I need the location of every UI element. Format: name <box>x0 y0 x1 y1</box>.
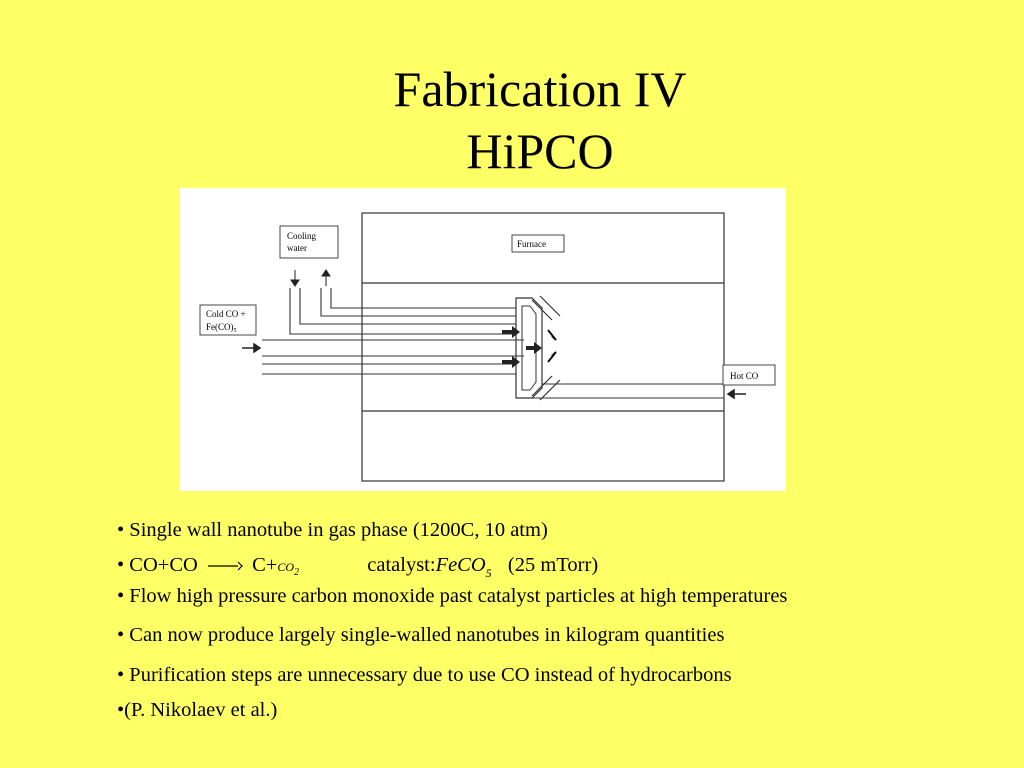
cooling-tube-outer-2 <box>300 288 516 324</box>
cooling-tube-inner-2 <box>331 288 516 308</box>
furnace-box <box>362 213 724 481</box>
cooling-out-arrow <box>322 270 330 286</box>
bullet-gas-phase: • Single wall nanotube in gas phase (1200C, 10 atm) <box>117 519 548 541</box>
cold-co-label-1: Cold CO + <box>206 309 246 319</box>
co2-formula: $CO_2$ <box>277 560 299 578</box>
nozzle-arrow-upper <box>548 330 556 340</box>
bullet-purification: • Purification steps are unnecessary due to use CO instead of hydrocarbons <box>117 664 732 686</box>
cooling-in-arrow <box>291 270 299 286</box>
reaction-reactants: • CO+CO <box>117 554 198 576</box>
bullet-kilogram: • Can now produce largely single-walled nanotubes in kilogram quantities <box>117 624 725 646</box>
cold-co-label-2: $Fe(CO)_5$ <box>206 322 237 334</box>
flow-arrow-lower <box>502 356 520 368</box>
reaction-arrow-icon <box>207 559 243 573</box>
bullet-flow: • Flow high pressure carbon monoxide past catalyst particles at high temperatures <box>117 585 788 607</box>
title-line-1: Fabrication IV <box>393 61 687 117</box>
flow-arrow-upper <box>502 326 520 338</box>
furnace-label: Furnace <box>517 239 546 249</box>
reaction-product: C+ <box>252 554 278 576</box>
hot-co-label: Hot CO <box>730 371 759 381</box>
cooling-water-label-2: water <box>287 243 307 253</box>
nozzle-arrow-lower <box>548 352 556 362</box>
cooling-tube-inner <box>321 288 516 316</box>
title-line-2: HiPCO <box>466 123 614 179</box>
catalyst-label: catalyst: <box>367 554 436 576</box>
slide-title <box>28 58 1024 182</box>
bullet-reaction <box>117 553 598 581</box>
cooling-tube-outer <box>290 288 516 334</box>
flow-arrow-middle <box>526 342 542 354</box>
cooling-water-label-1: Cooling <box>287 231 317 241</box>
feco5-formula: FeCO$_5$ <box>435 554 492 580</box>
hipco-reactor-diagram <box>180 188 786 491</box>
bullet-citation: •(P. Nikolaev et al.) <box>117 699 278 721</box>
hot-co-arrow <box>728 390 746 398</box>
catalyst-pressure: (25 mTorr) <box>507 554 599 576</box>
cold-co-arrow <box>242 344 260 352</box>
